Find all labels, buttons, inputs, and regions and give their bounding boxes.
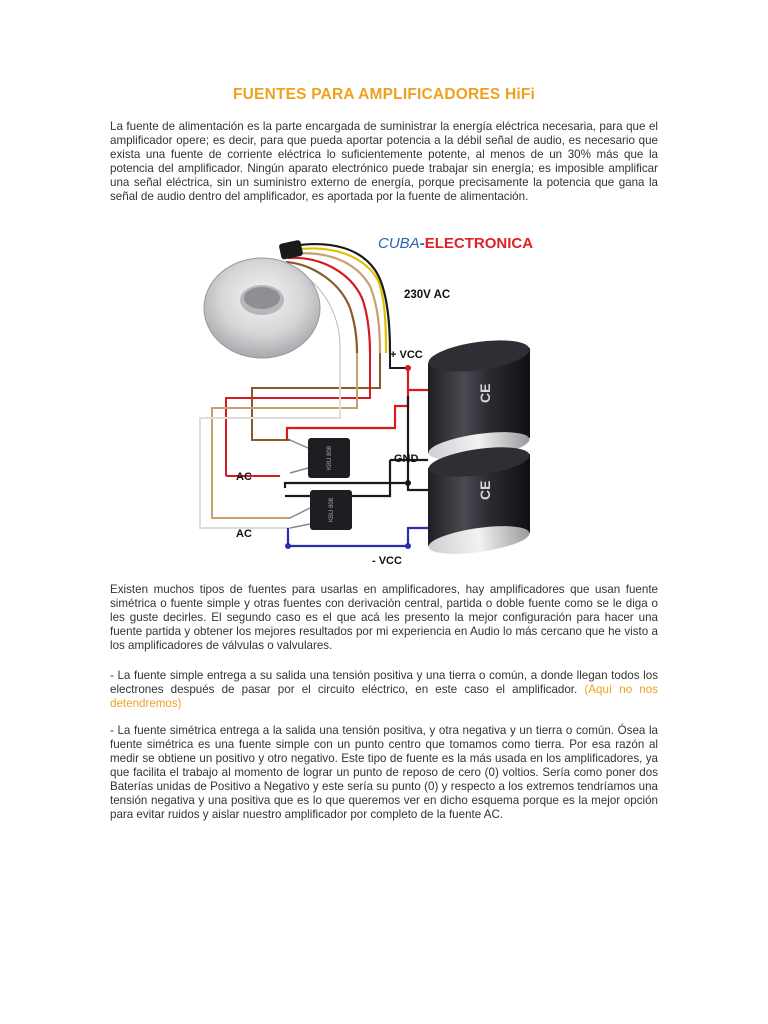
brand-label: CUBA-ELECTRONICA	[378, 235, 534, 252]
svg-text:KBU 808: KBU 808	[329, 497, 335, 523]
label-gnd: GND	[394, 453, 419, 465]
types-paragraph: Existen muchos tipos de fuentes para usarlas en amplificadores, hay amplificadores que usan fuente simétrica o fuente simple y otras fuentes con derivación central, partida o doble fuente como se le diga o les guste decirles. El segundo caso es el que acá les presento la mejor configuración para hacer una fuente partida y obtener los mejores resultados por mi experiencia en Audio lo más cercano que he visto a los amplificadores de válvulas o valvulares.	[110, 583, 658, 652]
label-230v-ac: 230V AC	[404, 289, 451, 301]
svg-text:KBU 808: KBU 808	[327, 445, 333, 471]
svg-text:CE: CE	[477, 480, 493, 500]
capacitor-bottom	[427, 442, 532, 559]
bridge-rectifier-1	[290, 438, 350, 478]
simple-source-note: (Aquí no nos detendremos)	[110, 683, 658, 710]
page-title: FUENTES PARA AMPLIFICADORES HiFi	[232, 86, 536, 103]
power-supply-diagram	[190, 228, 580, 574]
label-vcc-positive: + VCC	[390, 349, 423, 361]
intro-paragraph: La fuente de alimentación es la parte encargada de suministrar la energía eléctrica necesaria, para que el amplificador opere; es decir, para que pueda aportar potencia a la débil señal de audio, es necesario que exista una fuente de corriente eléctrica lo suficientemente potente, al menos de un 30% más que la potencia del amplificador. Ningún aparato electrónico puede trabajar sin energía; es imposible amplificar una señal eléctrica, sin un suministro externo de energía, porque precisamente la potencia que gana la señal de audio dentro del amplificador, es aportada por la fuente de alimentación.	[110, 120, 658, 203]
simple-source-text: - La fuente simple entrega a su salida una tensión positiva y una tierra o común, a donde llegan todos los electrones después de pasar por el circuito eléctrico, en este caso el amplificador.	[110, 669, 658, 696]
label-ac-2: AC	[236, 528, 252, 540]
svg-text:CE: CE	[477, 383, 493, 403]
label-vcc-negative: - VCC	[372, 555, 402, 567]
secondary-wires	[200, 353, 410, 528]
simple-source-paragraph	[110, 669, 658, 711]
capacitor-top	[427, 335, 532, 465]
label-ac-1: AC	[236, 471, 252, 483]
symmetric-source-paragraph: - La fuente simétrica entrega a la salida una tensión positiva, y otra negativa y un tierra o común. Ósea la fuente simétrica es una fuente simple con un punto centro que tomamos como tierra. Por esa razón al medir se obtiene un positivo y otro negativo. Este tipo de fuente es la más usada en los amplificadores, ya que facilita el trabajo al momento de lograr un punto de reposo de cero (0) voltios. Sería como poner dos Baterías unidas de Positivo a Negativo y este sería su punto (0) y respecto a los extremos tendríamos una tensión negativa y una positiva que es lo que queremos ver en dicho esquema porque es la mejor opción para evitar ruidos y aislar nuestro amplificador por completo de la fuente AC.	[110, 724, 658, 821]
